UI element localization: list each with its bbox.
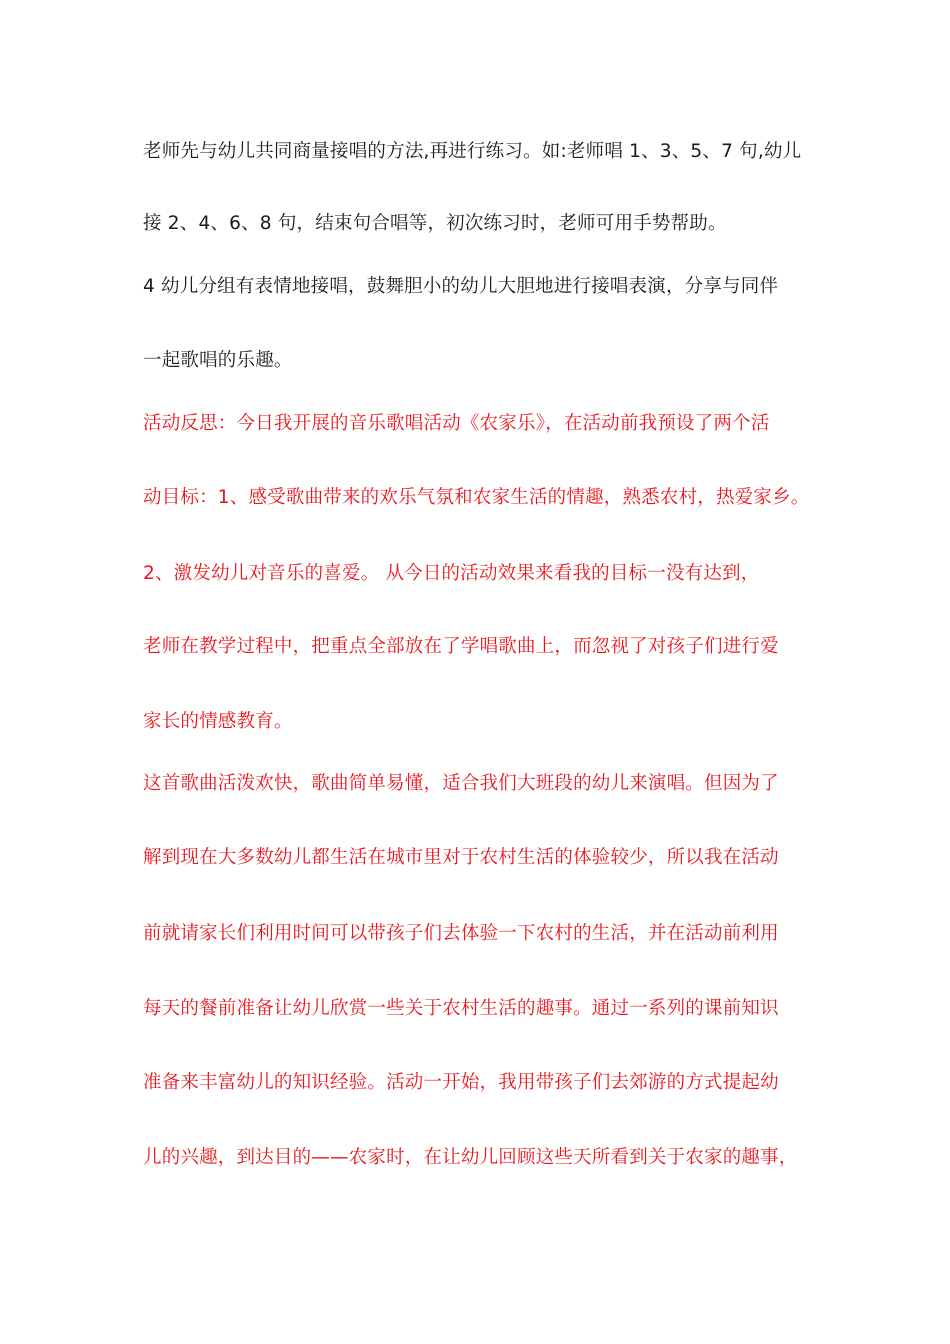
text-line: 接 2、4、6、8 句，结束句合唱等，初次练习时，老师可用手势帮助。 <box>143 213 727 234</box>
text-line: 这首歌曲活泼欢快，歌曲简单易懂，适合我们大班段的幼儿来演唱。但因为了 <box>143 773 779 794</box>
text-line: 准备来丰富幼儿的知识经验。活动一开始，我用带孩子们去郊游的方式提起幼 <box>143 1072 779 1093</box>
text-line: 动目标：1、感受歌曲带来的欢乐气氛和农家生活的情趣，熟悉农村，热爱家乡。 <box>143 487 810 508</box>
text-line: 老师在教学过程中，把重点全部放在了学唱歌曲上，而忽视了对孩子们进行爱 <box>143 636 779 657</box>
text-line: 老师先与幼儿共同商量接唱的方法,再进行练习。如:老师唱 1、3、5、7 句,幼儿 <box>143 141 802 162</box>
text-line: 2、激发幼儿对音乐的喜爱。 从今日的活动效果来看我的目标一没有达到， <box>143 563 760 584</box>
text-line: 家长的情感教育。 <box>143 711 293 732</box>
text-line: 活动反思：今日我开展的音乐歌唱活动《农家乐》，在活动前我预设了两个活 <box>143 413 770 434</box>
text-line: 解到现在大多数幼儿都生活在城市里对于农村生活的体验较少，所以我在活动 <box>143 847 779 868</box>
text-line: 儿的兴趣，到达目的——农家时，在让幼儿回顾这些天所看到关于农家的趣事， <box>143 1147 798 1168</box>
text-line: 每天的餐前准备让幼儿欣赏一些关于农村生活的趣事。通过一系列的课前知识 <box>143 998 779 1019</box>
text-line: 4 幼儿分组有表情地接唱，鼓舞胆小的幼儿大胆地进行接唱表演，分享与同伴 <box>143 276 779 297</box>
text-line: 一起歌唱的乐趣。 <box>143 350 293 371</box>
text-line: 前就请家长们利用时间可以带孩子们去体验一下农村的生活，并在活动前利用 <box>143 923 779 944</box>
